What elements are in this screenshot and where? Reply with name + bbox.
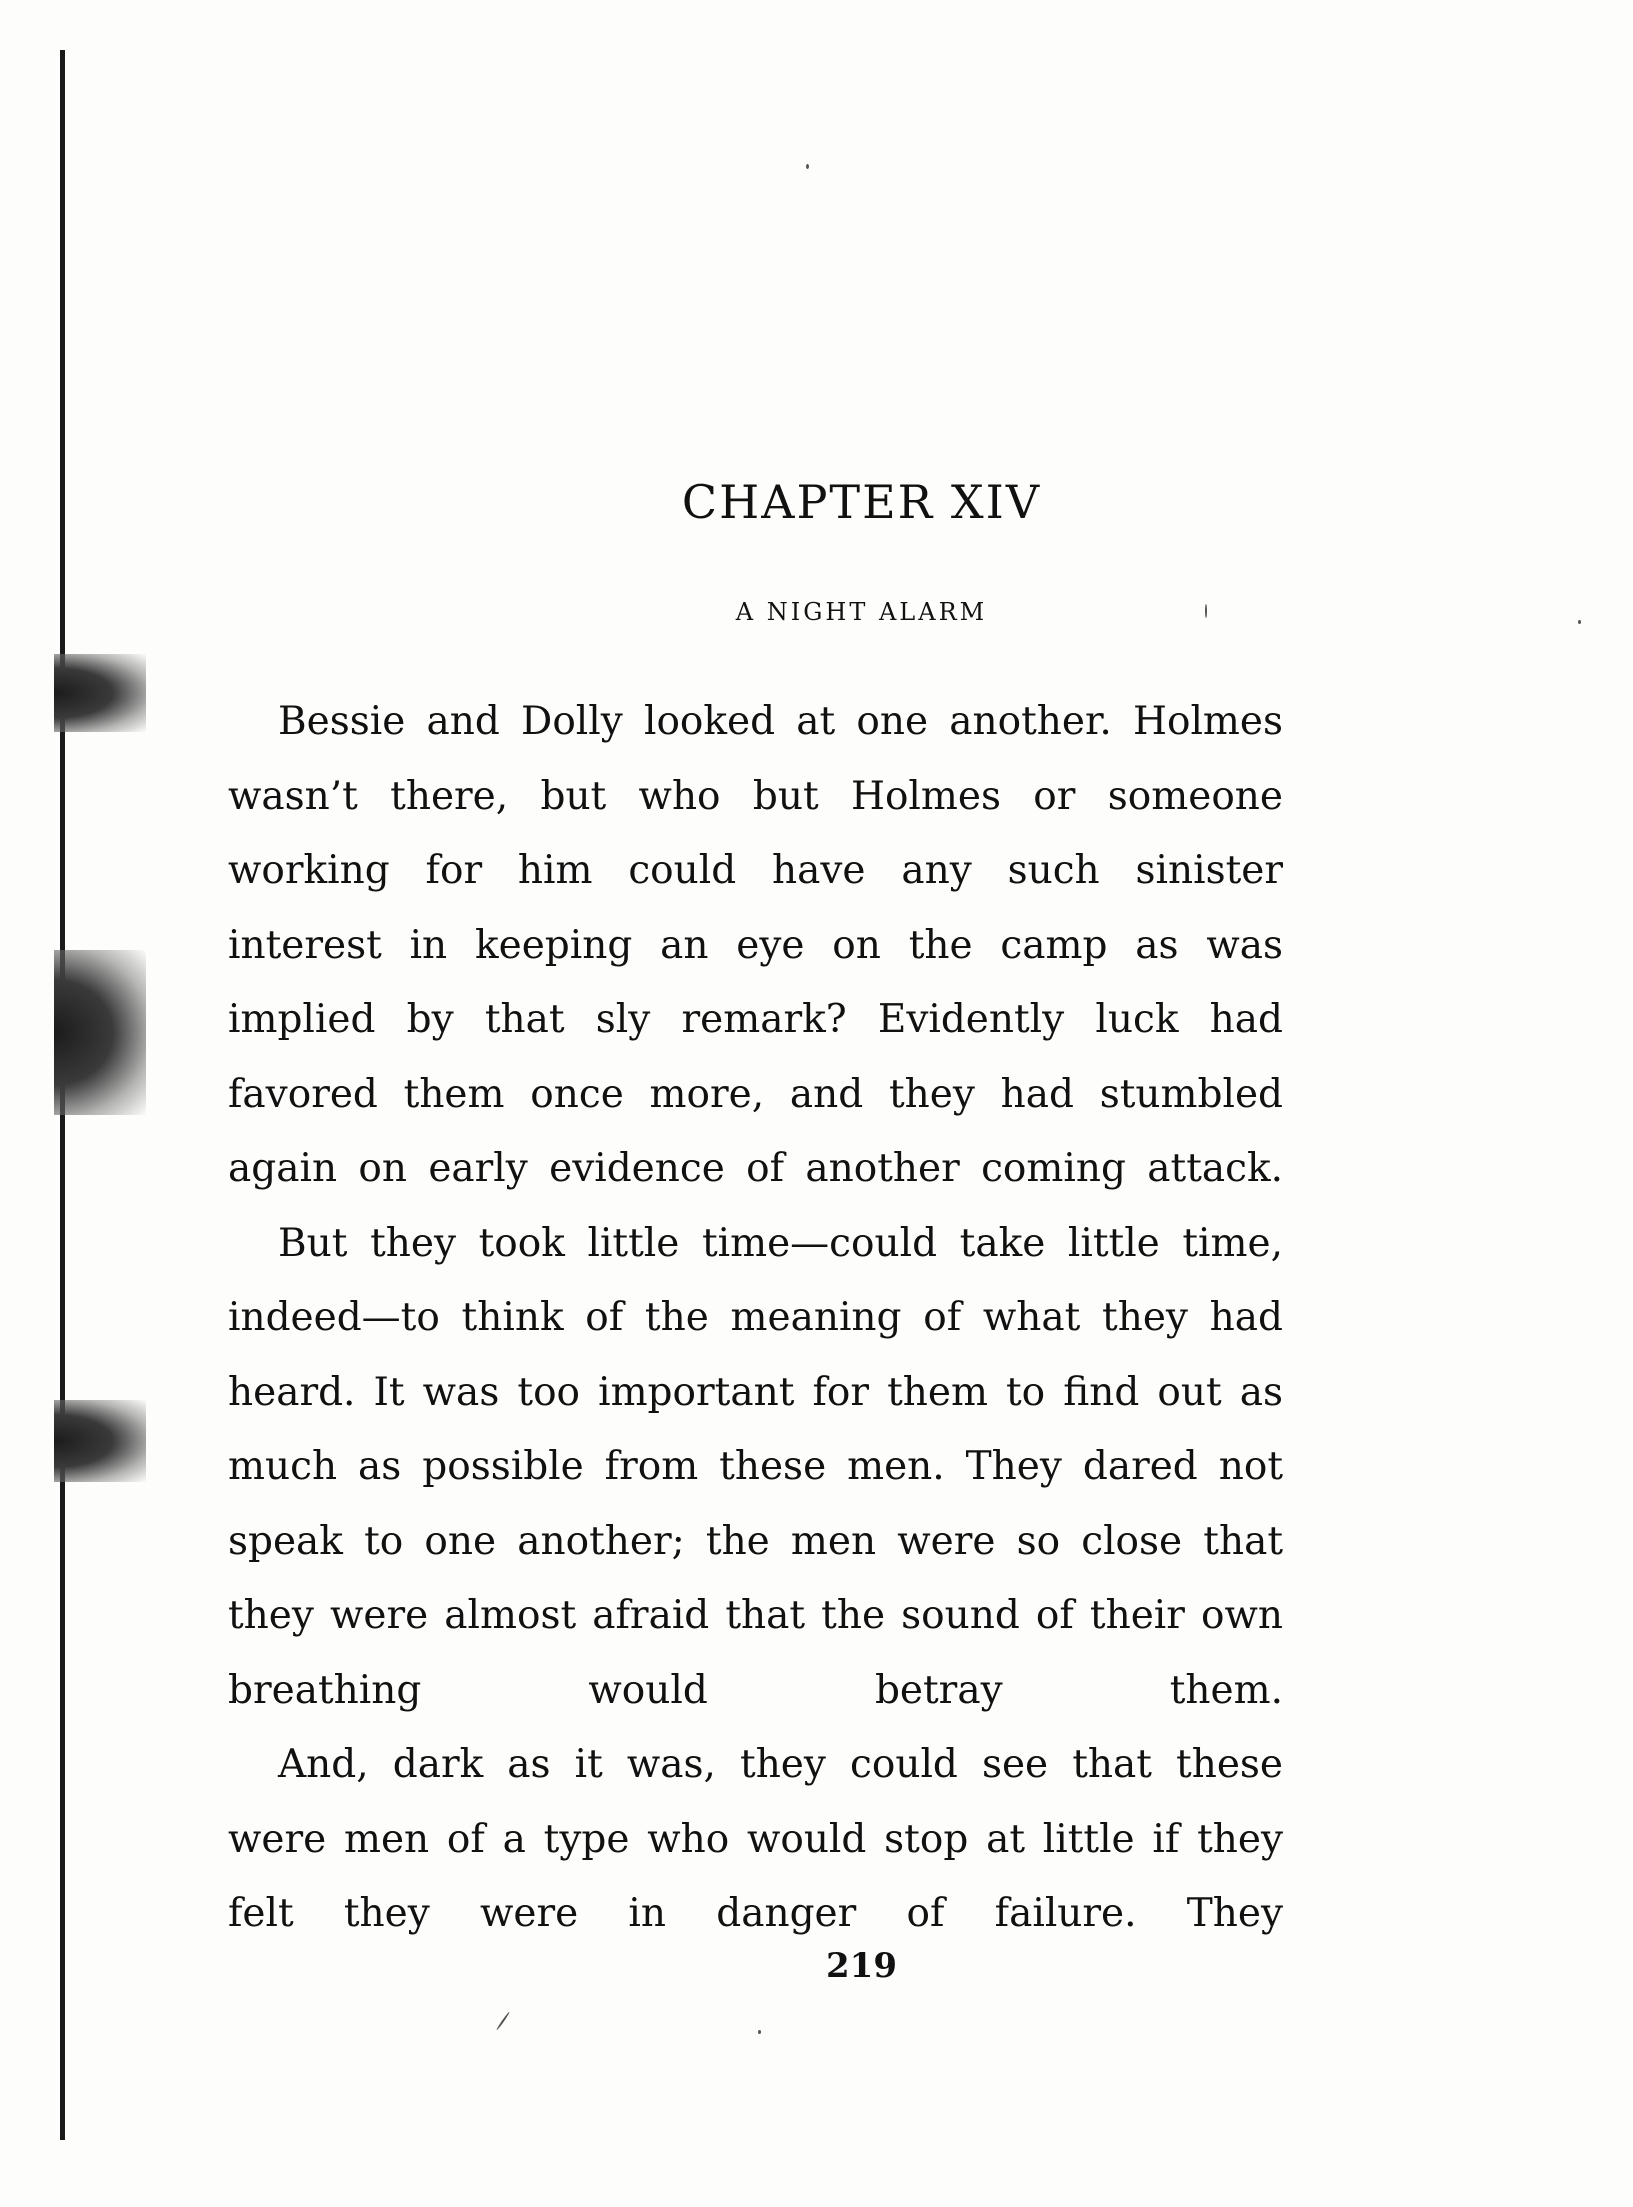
page-speck [806,164,809,169]
paragraph: Bessie and Dolly looked at one another. Holmes wasn’t there, but who but Holmes or someone working for him could have any such sinister interest in keeping an eye on the camp as was implied by that sly remark? Evidently luck had favored them once more, and they had stumbled again on early evidence of another coming attack. [228,699,1283,1191]
chapter-subtitle: A NIGHT ALARM [735,598,988,626]
page-speck [496,2011,510,2030]
body-text [228,685,1283,1952]
page-number: 219 [826,1946,897,1986]
paragraph: And, dark as it was, they could see that these were men of a type who would stop at little if they felt they were in danger of failure. They [228,1742,1283,1936]
thumb-tab-mark [54,950,146,1115]
thumb-tab-mark [54,1400,146,1482]
chapter-title: CHAPTER XIV [681,475,1042,529]
paragraph: But they took little time—could take little time, indeed—to think of the meaning of what they had heard. It was too important for them to find out as much as possible from these men. They dared not speak to one another; the men were so close that they were almost afraid that the sound of their own breathing would betray them. [228,1220,1283,1713]
thumb-tab-mark [54,654,146,732]
page-speck [758,2030,761,2034]
